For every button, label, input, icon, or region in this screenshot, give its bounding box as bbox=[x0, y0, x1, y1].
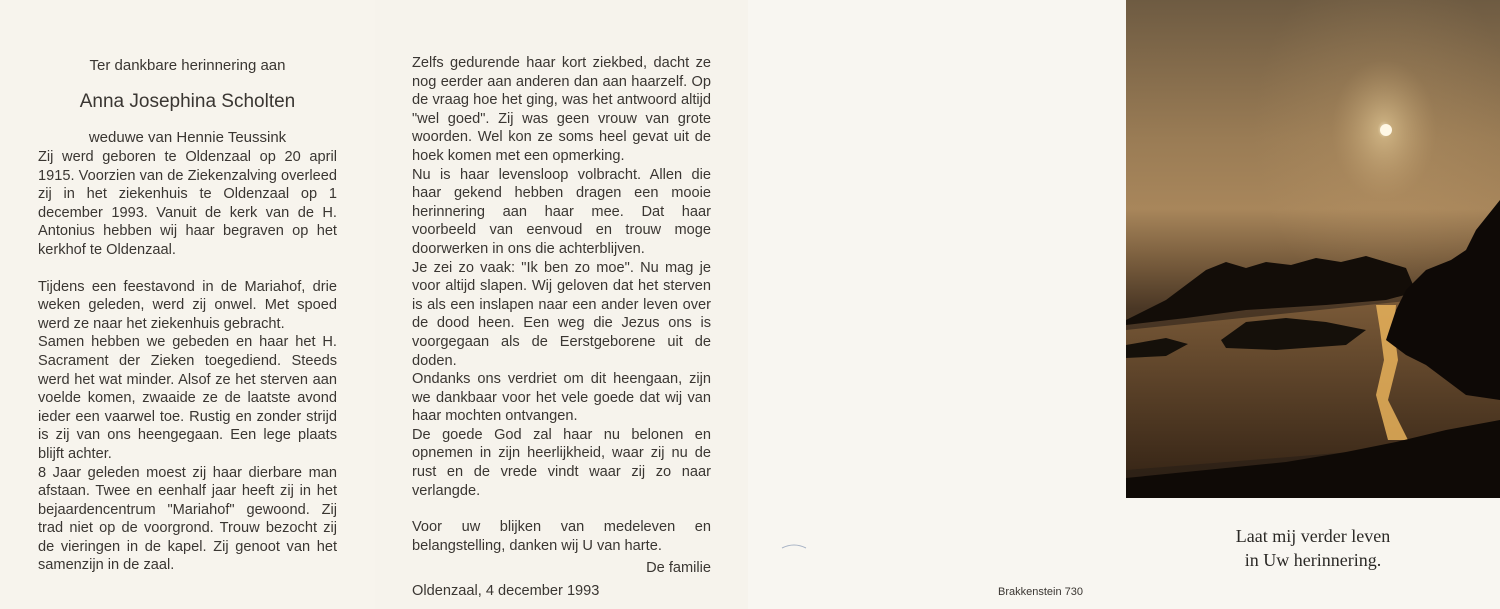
verse-line: Laat mij verder leven bbox=[1235, 526, 1391, 546]
paragraph: De goede God zal haar nu belonen en opnemen in zijn heerlijkheid, waar zij nu de rust en de vrede vindt waar zij zo naar verlangde. bbox=[412, 426, 711, 499]
paragraph: Samen hebben we gebeden en haar het H. Sacrament der Zieken toegediend. Steeds werd het wat minder. Alsof ze het sterven aan voelde komen, zwaaide ze de laatste avond ieder een vaarwel toe. Rustig en zonder strijd is zij van ons heengegaan. Een lege plaats blijft achter. bbox=[38, 334, 337, 462]
paragraph: Je zei zo vaak: "Ik ben zo moe". Nu mag je voor altijd slapen. Wij geloven dat het sterven is als een inslapen naar een ander leven over de dood heen. Een weg die Jezus ons is voorgegaan als de Eerstgeborene uit de doden. bbox=[412, 259, 711, 369]
paragraph: Ondanks ons verdriet om dit heengaan, zijn we dankbaar voor het vele goede dat wij van haar mochten ontvangen. bbox=[412, 371, 711, 425]
intro-text: Ter dankbare herinnering aan bbox=[89, 57, 286, 74]
middle-panel bbox=[375, 0, 748, 609]
paragraph: Zij werd geboren te Oldenzaal op 20 april 1915. Voorzien van de Ziekenzalving overleed zij in het ziekenhuis te Oldenzaal op 1 december 1993. Vanuit de kerk van de H. Antonius hebben wij haar begraven op het kerkhof te Oldenzaal. bbox=[38, 149, 337, 258]
paragraph: Nu is haar levensloop volbracht. Allen die haar gekend hebben dragen een mooie herinnering aan haar mee. Dat haar voorbeeld van eenvoud en trouw moge doorwerken in ons die achterblijven. bbox=[412, 166, 711, 257]
left-panel bbox=[0, 0, 375, 609]
biography-text bbox=[38, 148, 337, 575]
paragraph: 8 Jaar geleden moest zij haar dierbare man afstaan. Twee en eenhalf jaar heeft zij in het bejaardencentrum "Mariahof" gewoond. Zij trad niet op de voorgrond. Trouw bezocht zij de vieringen in de kapel. Zij genoot van het samenzijn in de zaal. bbox=[38, 464, 337, 574]
place-date: Oldenzaal, 4 december 1993 bbox=[412, 583, 600, 600]
publisher-code: Brakkenstein 730 bbox=[998, 586, 1083, 598]
verse-block bbox=[1126, 524, 1500, 572]
paragraph: Tijdens een feestavond in de Mariahof, drie weken geleden, werd zij onwel. Met spoed werd ze naar het ziekenhuis gebracht. bbox=[38, 278, 337, 332]
thanks-text: Voor uw blijken van medeleven en belangstelling, danken wij U van harte. bbox=[412, 519, 711, 554]
pen-mark bbox=[780, 542, 820, 552]
reflection-text bbox=[412, 54, 711, 601]
verse-line: in Uw herinnering. bbox=[1244, 550, 1382, 570]
sunset-photo bbox=[1126, 0, 1500, 498]
heading-block bbox=[0, 0, 375, 148]
deceased-name: Anna Josephina Scholten bbox=[79, 91, 296, 112]
right-panel bbox=[1126, 0, 1500, 609]
signature: De familie bbox=[646, 560, 711, 577]
widow-of-text: weduwe van Hennie Teussink bbox=[88, 129, 287, 146]
blank-panel bbox=[748, 0, 1126, 609]
paragraph: Zelfs gedurende haar kort ziekbed, dacht ze nog eerder aan anderen dan aan haarzelf. Op de vraag hoe het ging, was het antwoord altijd "wel goed". Zij was geen vrouw van grote woorden. Wel kon ze soms heel gevat uit de hoek komen met een opmerking. bbox=[412, 55, 711, 164]
